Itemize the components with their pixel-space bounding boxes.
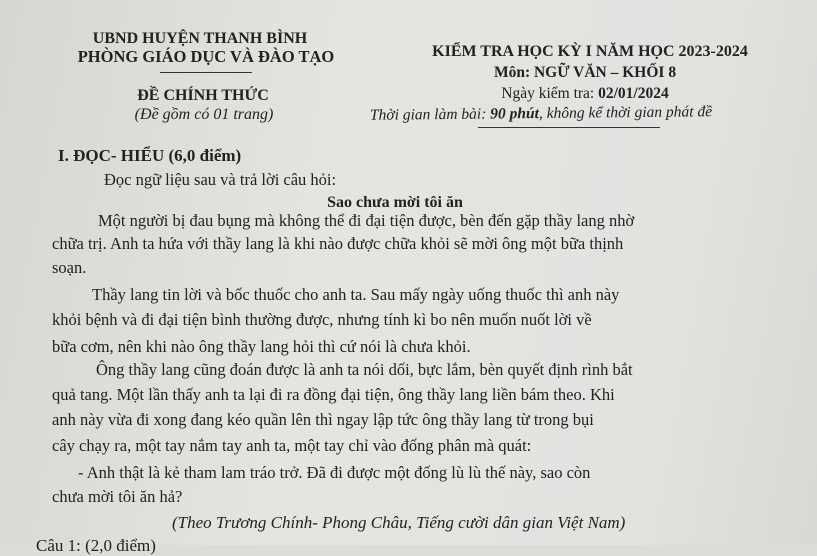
org-name: UBND HUYỆN THANH BÌNH [92,30,308,47]
story-title: Sao chưa mời tôi ăn [327,194,463,211]
time-value: 90 phút [490,105,540,123]
text-line: Một người bị đau bụng mà không thể đi đại tiện được, bèn đến gặp thầy lang nhờ [98,211,635,230]
text-line: Ông thầy lang cũng đoán được là anh ta nói dối, bực lắm, bèn quyết định rình bắt [96,360,633,379]
subject: Môn: NGỮ VĂN – KHỐI 8 [493,64,677,81]
dept-name: PHÒNG GIÁO DỤC VÀ ĐÀO TẠO [77,47,335,66]
divider [160,72,252,73]
exam-date [501,85,668,103]
text-line: bữa cơm, nên khi nào ông thầy lang hỏi thì cứ nói là chưa khỏi. [52,337,471,356]
text-line: khỏi bệnh và đi đại tiện bình thường được, nhưng tính kì bo nên muốn nuốt lời về [52,310,592,329]
time-suffix: , không kể thời gian phát đề [538,103,713,123]
text-line: - Anh thật là kẻ tham lam tráo trở. Đã đi được một đống lù lù thế này, sao còn [78,463,591,482]
official-label: ĐỀ CHÍNH THỨC [137,87,269,104]
divider [478,127,660,128]
date-label: Ngày kiểm tra: [501,85,599,102]
time-prefix: Thời gian làm bài: [369,105,491,124]
text-line: chữa trị. Anh ta hứa với thầy lang là khi nào được chữa khỏi sẽ mời ông một bữa thịnh [52,234,624,253]
text-line: quả tang. Một lần thấy anh ta lại đi ra đồng đại tiện, ông thầy lang liền bám theo. Khi [52,385,615,404]
text-line: Thầy lang tin lời và bốc thuốc cho anh ta. Sau mấy ngày uống thuốc thì anh này [92,285,620,304]
text-line: cây chạy ra, một tay nắm tay anh ta, một tay chỉ vào đống phân mà quát: [52,436,532,455]
page-count: (Đề gồm có 01 trang) [134,106,274,123]
section-title: I. ĐỌC- HIỂU (6,0 điểm) [58,146,242,165]
question-1-heading: Câu 1: (2,0 điểm) [36,536,156,555]
exam-title: KIỂM TRA HỌC KỲ I NĂM HỌC 2023-2024 [432,43,748,60]
instruction: Đọc ngữ liệu sau và trả lời câu hỏi: [104,170,337,189]
text-line: anh này vừa đi xong đang kéo quần lên thì ngay lập tức ông thầy lang từ trong bụi [52,410,594,429]
text-line: chưa mời tôi ăn hả? [52,487,183,506]
text-line: soạn. [52,258,87,277]
source-citation: (Theo Trương Chính- Phong Châu, Tiếng cười dân gian Việt Nam) [172,513,626,532]
time-limit [370,103,712,125]
date-value: 02/01/2024 [598,85,669,102]
